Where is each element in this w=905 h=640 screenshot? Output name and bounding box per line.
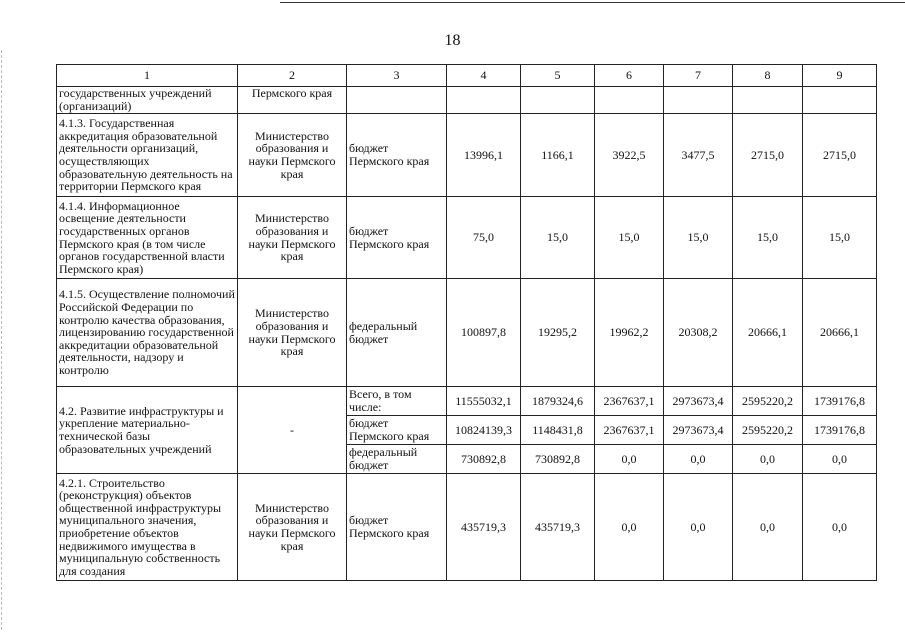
funding-source: бюджет Пермского края	[347, 416, 447, 445]
value-cell: 2973673,4	[664, 416, 733, 445]
table-row	[57, 114, 877, 197]
value-cell: 11555032,1	[447, 387, 521, 416]
value-cell: 1166,1	[521, 114, 595, 197]
value-cell: 15,0	[595, 197, 664, 279]
value-cell: 0,0	[595, 445, 664, 474]
page-number: 18	[444, 32, 461, 49]
value-cell: 2715,0	[803, 114, 877, 197]
table-row	[57, 197, 877, 279]
value-cell: 2973673,4	[664, 387, 733, 416]
value-cell: 19962,2	[595, 279, 664, 387]
table-row	[57, 279, 877, 387]
value-cell: 730892,8	[447, 445, 521, 474]
value-cell: 15,0	[664, 197, 733, 279]
value-cell: 15,0	[803, 197, 877, 279]
value-cell: 20308,2	[664, 279, 733, 387]
column-header: 5	[521, 65, 595, 87]
value-cell: 3922,5	[595, 114, 664, 197]
measure-name: 4.1.4. Информационное освещение деятельности государственных органов Пермского края (в том числе органов государственной власти Пермского края)	[57, 197, 238, 279]
executor: Министерство образования и науки Пермского края	[238, 279, 347, 387]
column-header: 6	[595, 65, 664, 87]
measure-name: государственных учреждений (организаций)	[57, 87, 238, 114]
funding-source: бюджет Пермского края	[347, 474, 447, 581]
column-header: 9	[803, 65, 877, 87]
funding-source: бюджет Пермского края	[347, 114, 447, 197]
value-cell: 1148431,8	[521, 416, 595, 445]
value-cell: 0,0	[733, 474, 803, 581]
column-header: 4	[447, 65, 521, 87]
measure-name: 4.1.5. Осуществление полномочий Российской Федерации по контролю качества образования, лицензированию государственной аккредитации образовательной деятельности, надзору и контролю	[57, 279, 238, 387]
value-cell: 20666,1	[733, 279, 803, 387]
executor: Пермского края	[238, 87, 347, 114]
executor: -	[238, 387, 347, 474]
table-row	[57, 387, 877, 416]
measure-name: 4.1.3. Государственная аккредитация образовательной деятельности организаций, осуществляющих образовательную деятельность на территории Пермского края	[57, 114, 238, 197]
value-cell: 0,0	[664, 445, 733, 474]
value-cell: 100897,8	[447, 279, 521, 387]
value-cell: 0,0	[803, 474, 877, 581]
value-cell: 19295,2	[521, 279, 595, 387]
value-cell: 2595220,2	[733, 387, 803, 416]
value-cell: 75,0	[447, 197, 521, 279]
funding-source: федеральный бюджет	[347, 445, 447, 474]
value-cell: 13996,1	[447, 114, 521, 197]
column-header: 3	[347, 65, 447, 87]
value-cell: 435719,3	[447, 474, 521, 581]
budget-table	[56, 64, 877, 581]
value-cell: 0,0	[664, 474, 733, 581]
value-cell: 15,0	[521, 197, 595, 279]
funding-source: федеральный бюджет	[347, 279, 447, 387]
executor: Министерство образования и науки Пермского края	[238, 114, 347, 197]
value-cell: 435719,3	[521, 474, 595, 581]
scan-edge-mark	[1, 50, 2, 630]
measure-name: 4.2.1. Строительство (реконструкция) объектов общественной инфраструктуры муниципального значения, приобретение объектов недвижимого имущества в муниципальную собственность для создания	[57, 474, 238, 581]
header-row	[57, 65, 877, 87]
value-cell: 730892,8	[521, 445, 595, 474]
column-header: 8	[733, 65, 803, 87]
value-cell: 20666,1	[803, 279, 877, 387]
measure-name: 4.2. Развитие инфраструктуры и укрепление материально-технической базы образовательных учреждений	[57, 387, 238, 474]
value-cell: 2367637,1	[595, 387, 664, 416]
executor: Министерство образования и науки Пермского края	[238, 474, 347, 581]
top-rule	[280, 2, 905, 3]
funding-source: бюджет Пермского края	[347, 197, 447, 279]
value-cell: 3477,5	[664, 114, 733, 197]
value-cell: 15,0	[733, 197, 803, 279]
column-header: 2	[238, 65, 347, 87]
table-row	[57, 474, 877, 581]
table-row	[57, 87, 877, 114]
column-header: 7	[664, 65, 733, 87]
value-cell: 1879324,6	[521, 387, 595, 416]
value-cell: 1739176,8	[803, 387, 877, 416]
value-cell: 2595220,2	[733, 416, 803, 445]
executor: Министерство образования и науки Пермского края	[238, 197, 347, 279]
funding-source: Всего, в том числе:	[347, 387, 447, 416]
value-cell: 2367637,1	[595, 416, 664, 445]
value-cell: 10824139,3	[447, 416, 521, 445]
value-cell: 1739176,8	[803, 416, 877, 445]
value-cell: 0,0	[595, 474, 664, 581]
value-cell: 2715,0	[733, 114, 803, 197]
value-cell: 0,0	[803, 445, 877, 474]
value-cell: 0,0	[733, 445, 803, 474]
column-header: 1	[57, 65, 238, 87]
